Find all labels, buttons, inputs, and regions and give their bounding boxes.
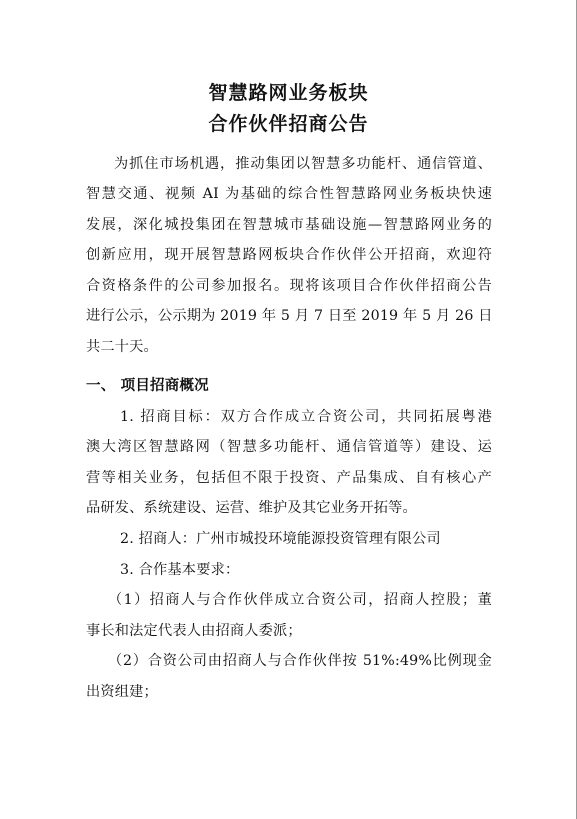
requirement-2-line-2: 出资组建； [86,684,158,700]
intro-line-4: 创新应用，现开展智慧路网板块合作伙伴公开招商，欢迎符 [86,247,492,263]
item-1-line-3: 营等相关业务，包括但不限于投资、产品集成、自有核心产 [86,470,492,486]
section-1-heading: 一、 项目招商概况 [86,378,209,394]
document-title-line-2: 合作伙伴招商公告 [208,113,369,135]
intro-line-5: 合资格条件的公司参加报名。现将该项目合作伙伴招商公告 [86,278,492,294]
intro-line-7: 共二十天。 [86,339,158,355]
requirement-1-line-2: 事长和法定代表人由招商人委派； [86,623,302,639]
document-title-line-1: 智慧路网业务板块 [208,82,369,104]
intro-line-1: 为抓住市场机遇，推动集团以智慧多功能杆、通信管道、 [114,156,492,172]
requirement-2-line-1: （2）合资公司由招商人与合作伙伴按 51%:49%比例现金 [108,653,492,669]
item-2: 2. 招商人：广州市城投环境能源投资管理有限公司 [120,531,441,547]
intro-line-6: 进行公示，公示期为 2019 年 5 月 7 日至 2019 年 5 月 26 日 [86,308,493,324]
requirement-1-line-1: （1）招商人与合作伙伴成立合资公司，招商人控股；董 [108,592,492,608]
item-3: 3. 合作基本要求： [120,562,240,578]
intro-line-3: 发展，深化城投集团在智慧城市基础设施—智慧路网业务的 [86,217,492,233]
item-1-line-1: 1. 招商目标：双方合作成立合资公司，共同拓展粤港 [120,409,492,425]
item-1-line-4: 品研发、系统建设、运营、维护及其它业务开拓等。 [86,500,417,516]
intro-line-2: 智慧交通、视频 AI 为基础的综合性智慧路网业务板块快速 [86,186,492,202]
item-1-line-2: 澳大湾区智慧路网（智慧多功能杆、通信管道等）建设、运 [86,439,492,455]
